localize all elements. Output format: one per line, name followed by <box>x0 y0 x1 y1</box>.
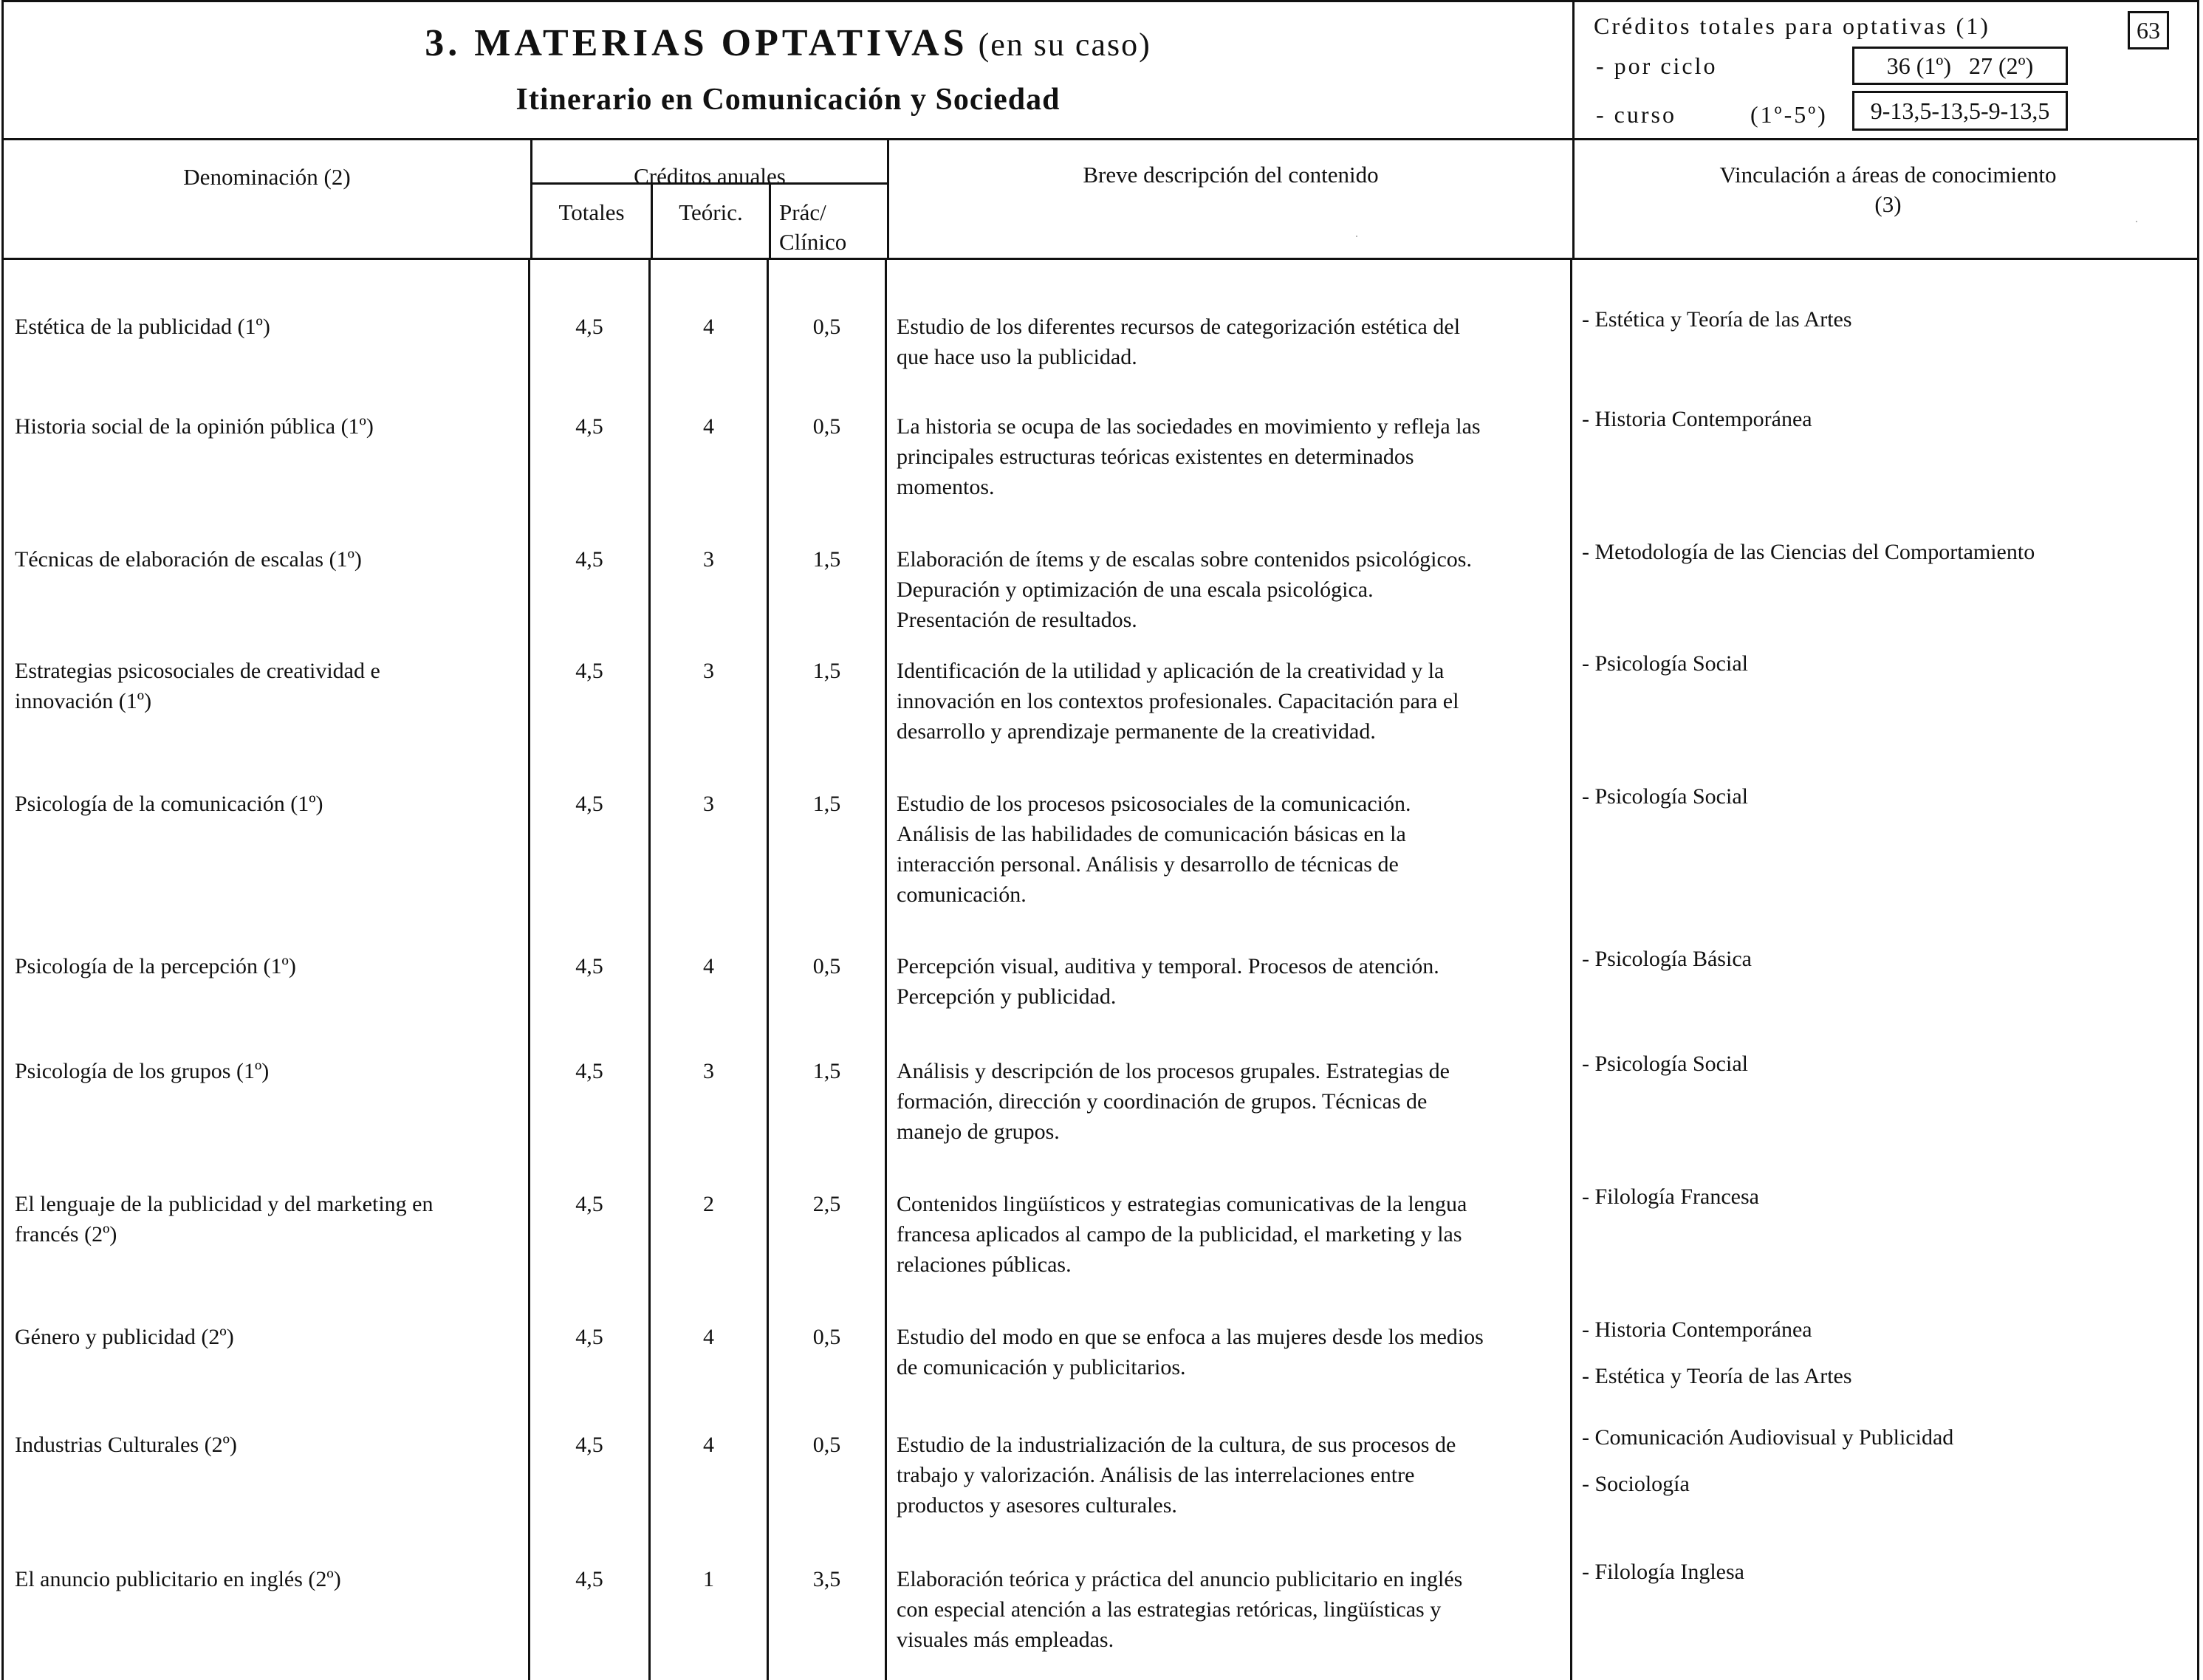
credits-prac: 0,5 <box>812 315 841 339</box>
document-page <box>1 0 2199 1680</box>
credits-teoric: 4 <box>703 1433 714 1457</box>
total-credits-label: Créditos totales para optativas (1) <box>1594 13 1990 39</box>
content-description: desarrollo y aprendizaje permanente de la creatividad. <box>897 719 1376 744</box>
col-totales: Totales <box>558 199 625 225</box>
credits-prac: 0,5 <box>812 1325 841 1349</box>
page-number: 63 <box>2128 11 2169 49</box>
itinerary-title: Itinerario en Comunicación y Sociedad <box>515 83 1061 117</box>
credits-totales: 4,5 <box>575 315 603 339</box>
knowledge-area: - Historia Contemporánea <box>1582 1317 1812 1342</box>
content-description: La historia se ocupa de las sociedades en movimiento y refleja las <box>897 414 1481 439</box>
subject-name: Estrategias psicosociales de creatividad e <box>15 659 380 683</box>
col-vinculacion: Vinculación a áreas de conocimiento (3) <box>1719 162 2057 217</box>
credits-teoric: 3 <box>703 792 714 816</box>
content-description: francesa aplicados al campo de la publicidad, el marketing y las <box>897 1222 1462 1247</box>
content-description: Estudio de los procesos psicosociales de la comunicación. <box>897 792 1411 816</box>
credits-teoric: 2 <box>703 1192 714 1216</box>
scan-speck: · <box>1354 229 1359 244</box>
knowledge-area: - Psicología Social <box>1582 1052 1748 1076</box>
table-column-rule <box>1 260 4 1680</box>
subject-name: innovación (1º) <box>15 689 152 713</box>
content-description: que hace uso la publicidad. <box>897 345 1137 369</box>
credits-teoric: 3 <box>703 547 714 572</box>
content-description: formación, dirección y coordinación de grupos. Técnicas de <box>897 1089 1428 1114</box>
knowledge-area: - Filología Inglesa <box>1582 1560 1744 1584</box>
col-teoric: Teóric. <box>679 199 743 225</box>
subject-name: Psicología de la comunicación (1º) <box>15 792 323 816</box>
knowledge-area: - Psicología Social <box>1582 784 1748 809</box>
content-description: Presentación de resultados. <box>897 608 1137 632</box>
credits-totales: 4,5 <box>575 792 603 816</box>
section-title-note: (en su caso) <box>978 27 1151 63</box>
col-divider <box>887 140 889 260</box>
credits-totales: 4,5 <box>575 1433 603 1457</box>
table-column-rule <box>1570 260 1572 1680</box>
knowledge-area: - Psicología Básica <box>1582 947 1752 971</box>
knowledge-area: - Estética y Teoría de las Artes <box>1582 1364 1852 1388</box>
subject-name: El anuncio publicitario en inglés (2º) <box>15 1567 341 1591</box>
col-descripcion: Breve descripción del contenido <box>1083 162 1379 188</box>
knowledge-area: - Historia Contemporánea <box>1582 407 1812 431</box>
content-description: principales estructuras teóricas existentes en determinados <box>897 445 1414 469</box>
content-description: Percepción visual, auditiva y temporal. Procesos de atención. <box>897 954 1439 978</box>
content-description: Elaboración de ítems y de escalas sobre contenidos psicológicos. <box>897 547 1472 572</box>
subject-name: Estética de la publicidad (1º) <box>15 315 270 339</box>
col-prac: Prác/ Clínico <box>779 199 847 255</box>
credits-teoric: 3 <box>703 659 714 683</box>
credits-totales: 4,5 <box>575 1567 603 1591</box>
col-creditos-anuales: Créditos anuales <box>634 163 786 189</box>
scan-speck: · <box>2134 214 2139 229</box>
credits-prac: 1,5 <box>812 547 841 572</box>
credits-teoric: 3 <box>703 1059 714 1083</box>
knowledge-area: - Psicología Social <box>1582 651 1748 676</box>
curso-range: (1º-5º) <box>1750 101 1828 128</box>
content-description: Identificación de la utilidad y aplicación de la creatividad y la <box>897 659 1445 683</box>
subject-name: Psicología de los grupos (1º) <box>15 1059 270 1083</box>
credits-prac: 0,5 <box>812 414 841 439</box>
credits-prac: 0,5 <box>812 954 841 978</box>
content-description: Estudio del modo en que se enfoca a las mujeres desde los medios <box>897 1325 1484 1349</box>
knowledge-area: - Metodología de las Ciencias del Comportamiento <box>1582 540 2035 564</box>
subject-name: francés (2º) <box>15 1222 117 1247</box>
table-column-rule <box>2197 260 2199 1680</box>
content-description: innovación en los contextos profesionales. Capacitación para el <box>897 689 1459 713</box>
subject-name: Género y publicidad (2º) <box>15 1325 234 1349</box>
content-description: Análisis de las habilidades de comunicación básicas en la <box>897 822 1406 846</box>
credits-teoric: 1 <box>703 1567 714 1591</box>
content-description: relaciones públicas. <box>897 1252 1072 1277</box>
knowledge-area: - Filología Francesa <box>1582 1184 1759 1209</box>
content-description: manejo de grupos. <box>897 1120 1060 1144</box>
credits-prac: 2,5 <box>812 1192 841 1216</box>
curso-value: 9-13,5-13,5-9-13,5 <box>1852 91 2068 131</box>
content-description: momentos. <box>897 475 995 499</box>
header-divider <box>1572 2 1575 143</box>
subject-name: Historia social de la opinión pública (1º) <box>15 414 374 439</box>
content-description: con especial atención a las estrategias retóricas, lingüísticas y <box>897 1597 1442 1622</box>
content-description: de comunicación y publicitarios. <box>897 1355 1186 1379</box>
credits-teoric: 4 <box>703 414 714 439</box>
credits-totales: 4,5 <box>575 659 603 683</box>
table-column-rule <box>885 260 887 1680</box>
content-description: productos y asesores culturales. <box>897 1493 1177 1518</box>
credits-prac: 1,5 <box>812 1059 841 1083</box>
credits-totales: 4,5 <box>575 1059 603 1083</box>
col-divider <box>769 182 771 260</box>
credits-prac: 3,5 <box>812 1567 841 1591</box>
subject-name: El lenguaje de la publicidad y del marketing en <box>15 1192 434 1216</box>
knowledge-area: - Comunicación Audiovisual y Publicidad <box>1582 1425 1954 1450</box>
por-ciclo-label: - por ciclo <box>1596 52 1718 79</box>
content-description: Contenidos lingüísticos y estrategias comunicativas de la lengua <box>897 1192 1467 1216</box>
credits-prac: 1,5 <box>812 792 841 816</box>
content-description: trabajo y valorización. Análisis de las interrelaciones entre <box>897 1463 1415 1487</box>
credits-prac: 1,5 <box>812 659 841 683</box>
credits-teoric: 4 <box>703 1325 714 1349</box>
subject-name: Técnicas de elaboración de escalas (1º) <box>15 547 362 572</box>
curso-label: - curso <box>1596 101 1676 128</box>
knowledge-area: - Estética y Teoría de las Artes <box>1582 307 1852 332</box>
content-description: interacción personal. Análisis y desarrollo de técnicas de <box>897 852 1399 877</box>
content-description: Depuración y optimización de una escala psicológica. <box>897 577 1374 602</box>
page-header <box>1 0 2199 140</box>
credits-totales: 4,5 <box>575 414 603 439</box>
content-description: Estudio de la industrialización de la cultura, de sus procesos de <box>897 1433 1456 1457</box>
subject-name: Psicología de la percepción (1º) <box>15 954 296 978</box>
col-denominacion: Denominación (2) <box>183 164 351 190</box>
credits-totales: 4,5 <box>575 954 603 978</box>
section-title: 3. MATERIAS OPTATIVAS (en su caso) <box>425 22 1151 64</box>
subject-name: Industrias Culturales (2º) <box>15 1433 237 1457</box>
credits-totales: 4,5 <box>575 547 603 572</box>
credits-totales: 4,5 <box>575 1192 603 1216</box>
content-description: comunicación. <box>897 882 1027 907</box>
knowledge-area: - Sociología <box>1582 1472 1690 1496</box>
column-header <box>1 140 2199 260</box>
credits-teoric: 4 <box>703 315 714 339</box>
credits-teoric: 4 <box>703 954 714 978</box>
content-description: Elaboración teórica y práctica del anuncio publicitario en inglés <box>897 1567 1463 1591</box>
content-description: Percepción y publicidad. <box>897 984 1117 1009</box>
content-description: visuales más empleadas. <box>897 1628 1114 1652</box>
credits-prac: 0,5 <box>812 1433 841 1457</box>
por-ciclo-value: 36 (1º) 27 (2º) <box>1852 47 2068 85</box>
content-description: Análisis y descripción de los procesos grupales. Estrategias de <box>897 1059 1450 1083</box>
credits-totales: 4,5 <box>575 1325 603 1349</box>
content-description: Estudio de los diferentes recursos de categorización estética del <box>897 315 1461 339</box>
